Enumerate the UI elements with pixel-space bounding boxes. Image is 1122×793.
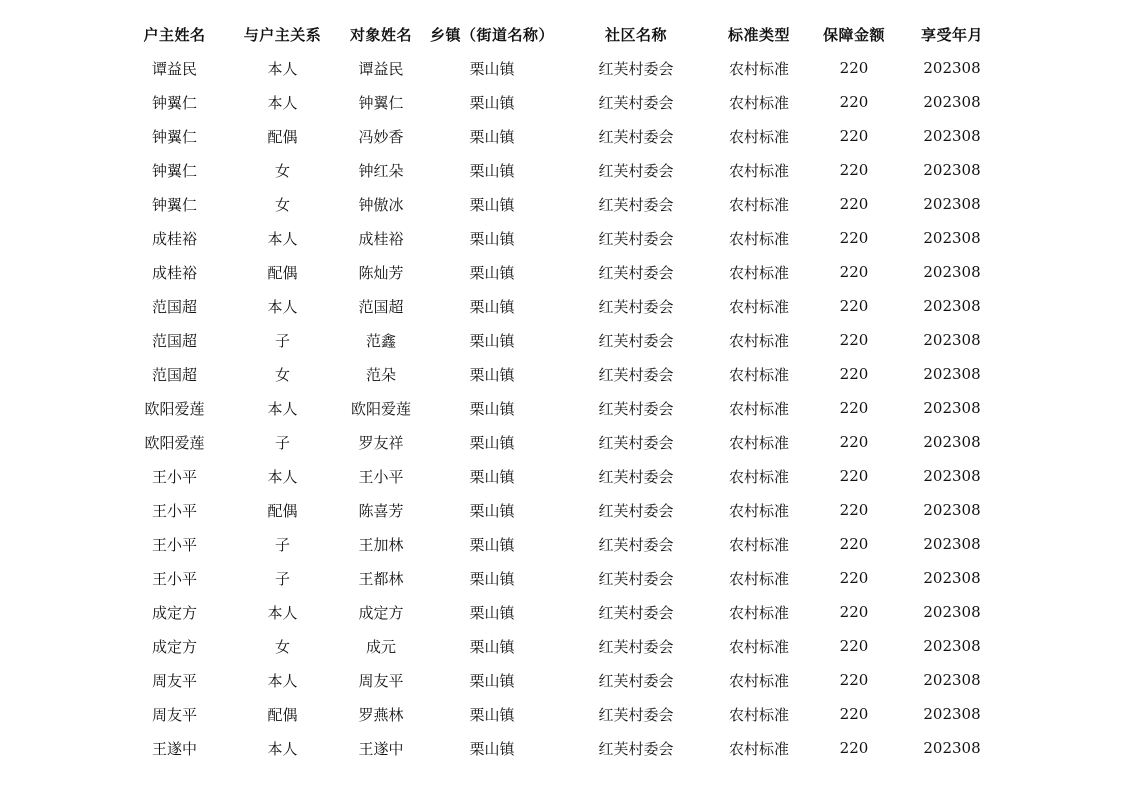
cell-member-name: 王加林	[358, 535, 404, 554]
cell-standard-type: 农村标准	[728, 501, 789, 520]
cell-standard-type: 农村标准	[728, 467, 789, 486]
table-row	[120, 731, 1000, 765]
cell-standard-type: 农村标准	[728, 569, 789, 588]
cell-amount: 220	[839, 195, 869, 213]
cell-month: 202308	[923, 705, 981, 723]
cell-member-name: 成桂裕	[358, 229, 404, 248]
cell-town: 栗山镇	[469, 535, 515, 554]
cell-town: 栗山镇	[469, 331, 515, 350]
cell-standard-type: 农村标准	[728, 603, 789, 622]
cell-relation: 本人	[267, 297, 298, 316]
cell-town: 栗山镇	[469, 365, 515, 384]
cell-month: 202308	[923, 365, 981, 383]
cell-household-head: 范国超	[151, 331, 197, 350]
cell-amount: 220	[839, 59, 869, 77]
cell-community: 红芙村委会	[598, 59, 674, 78]
cell-household-head: 钟翼仁	[151, 161, 197, 180]
cell-amount: 220	[839, 705, 869, 723]
table-row	[120, 425, 1000, 459]
cell-member-name: 范国超	[358, 297, 404, 316]
cell-household-head: 欧阳爱莲	[144, 433, 205, 452]
table-row	[120, 323, 1000, 357]
cell-town: 栗山镇	[469, 433, 515, 452]
cell-relation: 本人	[267, 59, 298, 78]
cell-relation: 配偶	[267, 705, 298, 724]
cell-relation: 子	[274, 331, 290, 350]
cell-month: 202308	[923, 59, 981, 77]
cell-standard-type: 农村标准	[728, 127, 789, 146]
cell-community: 红芙村委会	[598, 535, 674, 554]
table-row	[120, 697, 1000, 731]
cell-community: 红芙村委会	[598, 671, 674, 690]
cell-relation: 配偶	[267, 263, 298, 282]
cell-town: 栗山镇	[469, 467, 515, 486]
cell-month: 202308	[923, 433, 981, 451]
table-row	[120, 595, 1000, 629]
cell-community: 红芙村委会	[598, 739, 674, 758]
cell-household-head: 钟翼仁	[151, 127, 197, 146]
table-row	[120, 119, 1000, 153]
cell-household-head: 范国超	[151, 297, 197, 316]
table-row	[120, 85, 1000, 119]
cell-community: 红芙村委会	[598, 569, 674, 588]
cell-member-name: 范鑫	[365, 331, 396, 350]
header-community: 社区名称	[604, 25, 667, 44]
cell-town: 栗山镇	[469, 399, 515, 418]
header-row	[120, 17, 1000, 51]
cell-relation: 本人	[267, 399, 298, 418]
cell-member-name: 钟傲冰	[358, 195, 404, 214]
cell-amount: 220	[839, 671, 869, 689]
cell-standard-type: 农村标准	[728, 59, 789, 78]
header-standard-type: 标准类型	[727, 25, 790, 44]
cell-standard-type: 农村标准	[728, 739, 789, 758]
cell-relation: 配偶	[267, 127, 298, 146]
table-row	[120, 289, 1000, 323]
cell-member-name: 陈灿芳	[358, 263, 404, 282]
table-row	[120, 357, 1000, 391]
cell-amount: 220	[839, 297, 869, 315]
header-town: 乡镇（街道名称）	[429, 25, 554, 44]
cell-month: 202308	[923, 161, 981, 179]
table-row	[120, 527, 1000, 561]
cell-month: 202308	[923, 739, 981, 757]
cell-standard-type: 农村标准	[728, 399, 789, 418]
cell-town: 栗山镇	[469, 229, 515, 248]
cell-standard-type: 农村标准	[728, 535, 789, 554]
table-row	[120, 153, 1000, 187]
cell-standard-type: 农村标准	[728, 161, 789, 180]
cell-relation: 本人	[267, 467, 298, 486]
cell-member-name: 成元	[365, 637, 396, 656]
cell-month: 202308	[923, 263, 981, 281]
cell-amount: 220	[839, 569, 869, 587]
cell-relation: 配偶	[267, 501, 298, 520]
cell-amount: 220	[839, 739, 869, 757]
cell-amount: 220	[839, 331, 869, 349]
cell-household-head: 王遂中	[151, 739, 197, 758]
cell-community: 红芙村委会	[598, 127, 674, 146]
cell-town: 栗山镇	[469, 59, 515, 78]
header-member-name: 对象姓名	[349, 25, 412, 44]
table-row	[120, 187, 1000, 221]
table-row	[120, 629, 1000, 663]
cell-month: 202308	[923, 467, 981, 485]
cell-community: 红芙村委会	[598, 637, 674, 656]
beneficiary-table	[120, 17, 1000, 765]
cell-relation: 子	[274, 535, 290, 554]
cell-household-head: 欧阳爱莲	[144, 399, 205, 418]
cell-town: 栗山镇	[469, 161, 515, 180]
table-row	[120, 663, 1000, 697]
cell-amount: 220	[839, 637, 869, 655]
cell-member-name: 王遂中	[358, 739, 404, 758]
cell-relation: 本人	[267, 671, 298, 690]
cell-month: 202308	[923, 331, 981, 349]
header-household-head: 户主姓名	[143, 25, 206, 44]
cell-month: 202308	[923, 399, 981, 417]
cell-amount: 220	[839, 229, 869, 247]
cell-amount: 220	[839, 161, 869, 179]
table-header	[120, 17, 1000, 51]
cell-community: 红芙村委会	[598, 399, 674, 418]
cell-amount: 220	[839, 467, 869, 485]
cell-amount: 220	[839, 399, 869, 417]
cell-member-name: 陈喜芳	[358, 501, 404, 520]
cell-standard-type: 农村标准	[728, 433, 789, 452]
cell-standard-type: 农村标准	[728, 195, 789, 214]
cell-month: 202308	[923, 637, 981, 655]
cell-town: 栗山镇	[469, 127, 515, 146]
cell-household-head: 王小平	[151, 501, 197, 520]
cell-member-name: 钟翼仁	[358, 93, 404, 112]
cell-town: 栗山镇	[469, 671, 515, 690]
cell-standard-type: 农村标准	[728, 637, 789, 656]
cell-amount: 220	[839, 365, 869, 383]
cell-community: 红芙村委会	[598, 705, 674, 724]
cell-household-head: 谭益民	[151, 59, 197, 78]
cell-household-head: 王小平	[151, 535, 197, 554]
cell-member-name: 王小平	[358, 467, 404, 486]
cell-member-name: 周友平	[358, 671, 404, 690]
cell-community: 红芙村委会	[598, 161, 674, 180]
cell-town: 栗山镇	[469, 637, 515, 656]
cell-member-name: 钟红朵	[358, 161, 404, 180]
cell-member-name: 罗燕林	[358, 705, 404, 724]
cell-member-name: 范朵	[365, 365, 396, 384]
cell-standard-type: 农村标准	[728, 229, 789, 248]
cell-month: 202308	[923, 603, 981, 621]
cell-amount: 220	[839, 127, 869, 145]
document-page	[120, 17, 1000, 765]
cell-month: 202308	[923, 195, 981, 213]
cell-town: 栗山镇	[469, 603, 515, 622]
cell-community: 红芙村委会	[598, 467, 674, 486]
cell-amount: 220	[839, 433, 869, 451]
cell-amount: 220	[839, 501, 869, 519]
cell-relation: 本人	[267, 603, 298, 622]
table-row	[120, 51, 1000, 85]
cell-community: 红芙村委会	[598, 195, 674, 214]
table-row	[120, 255, 1000, 289]
cell-month: 202308	[923, 501, 981, 519]
table-row	[120, 221, 1000, 255]
cell-standard-type: 农村标准	[728, 297, 789, 316]
cell-community: 红芙村委会	[598, 433, 674, 452]
cell-household-head: 范国超	[151, 365, 197, 384]
cell-community: 红芙村委会	[598, 229, 674, 248]
cell-amount: 220	[839, 603, 869, 621]
cell-month: 202308	[923, 229, 981, 247]
cell-community: 红芙村委会	[598, 603, 674, 622]
cell-community: 红芙村委会	[598, 263, 674, 282]
cell-month: 202308	[923, 93, 981, 111]
cell-standard-type: 农村标准	[728, 365, 789, 384]
cell-town: 栗山镇	[469, 297, 515, 316]
cell-relation: 本人	[267, 93, 298, 112]
cell-household-head: 钟翼仁	[151, 195, 197, 214]
cell-month: 202308	[923, 671, 981, 689]
cell-community: 红芙村委会	[598, 365, 674, 384]
cell-community: 红芙村委会	[598, 297, 674, 316]
cell-standard-type: 农村标准	[728, 331, 789, 350]
table-row	[120, 493, 1000, 527]
cell-month: 202308	[923, 297, 981, 315]
cell-household-head: 王小平	[151, 467, 197, 486]
cell-amount: 220	[839, 535, 869, 553]
cell-month: 202308	[923, 127, 981, 145]
cell-member-name: 成定方	[358, 603, 404, 622]
header-amount: 保障金额	[822, 25, 885, 44]
cell-household-head: 成定方	[151, 637, 197, 656]
table-body	[120, 51, 1000, 765]
cell-household-head: 王小平	[151, 569, 197, 588]
cell-member-name: 冯妙香	[358, 127, 404, 146]
cell-relation: 女	[274, 195, 290, 214]
header-relation: 与户主关系	[243, 25, 322, 44]
table-row	[120, 459, 1000, 493]
cell-member-name: 王都林	[358, 569, 404, 588]
cell-town: 栗山镇	[469, 739, 515, 758]
cell-town: 栗山镇	[469, 195, 515, 214]
cell-standard-type: 农村标准	[728, 671, 789, 690]
cell-standard-type: 农村标准	[728, 263, 789, 282]
cell-standard-type: 农村标准	[728, 93, 789, 112]
cell-household-head: 成桂裕	[151, 229, 197, 248]
table-row	[120, 391, 1000, 425]
cell-amount: 220	[839, 263, 869, 281]
cell-community: 红芙村委会	[598, 93, 674, 112]
cell-month: 202308	[923, 535, 981, 553]
cell-community: 红芙村委会	[598, 331, 674, 350]
cell-household-head: 周友平	[151, 705, 197, 724]
cell-household-head: 成桂裕	[151, 263, 197, 282]
table-row	[120, 561, 1000, 595]
cell-community: 红芙村委会	[598, 501, 674, 520]
cell-relation: 女	[274, 365, 290, 384]
header-month: 享受年月	[920, 25, 983, 44]
cell-relation: 子	[274, 569, 290, 588]
cell-month: 202308	[923, 569, 981, 587]
cell-relation: 女	[274, 161, 290, 180]
cell-household-head: 钟翼仁	[151, 93, 197, 112]
cell-relation: 本人	[267, 739, 298, 758]
cell-standard-type: 农村标准	[728, 705, 789, 724]
cell-relation: 女	[274, 637, 290, 656]
cell-relation: 本人	[267, 229, 298, 248]
cell-member-name: 欧阳爱莲	[350, 399, 411, 418]
cell-member-name: 谭益民	[358, 59, 404, 78]
cell-member-name: 罗友祥	[358, 433, 404, 452]
cell-household-head: 成定方	[151, 603, 197, 622]
cell-town: 栗山镇	[469, 93, 515, 112]
cell-town: 栗山镇	[469, 569, 515, 588]
cell-town: 栗山镇	[469, 705, 515, 724]
cell-household-head: 周友平	[151, 671, 197, 690]
cell-town: 栗山镇	[469, 263, 515, 282]
cell-amount: 220	[839, 93, 869, 111]
cell-relation: 子	[274, 433, 290, 452]
cell-town: 栗山镇	[469, 501, 515, 520]
